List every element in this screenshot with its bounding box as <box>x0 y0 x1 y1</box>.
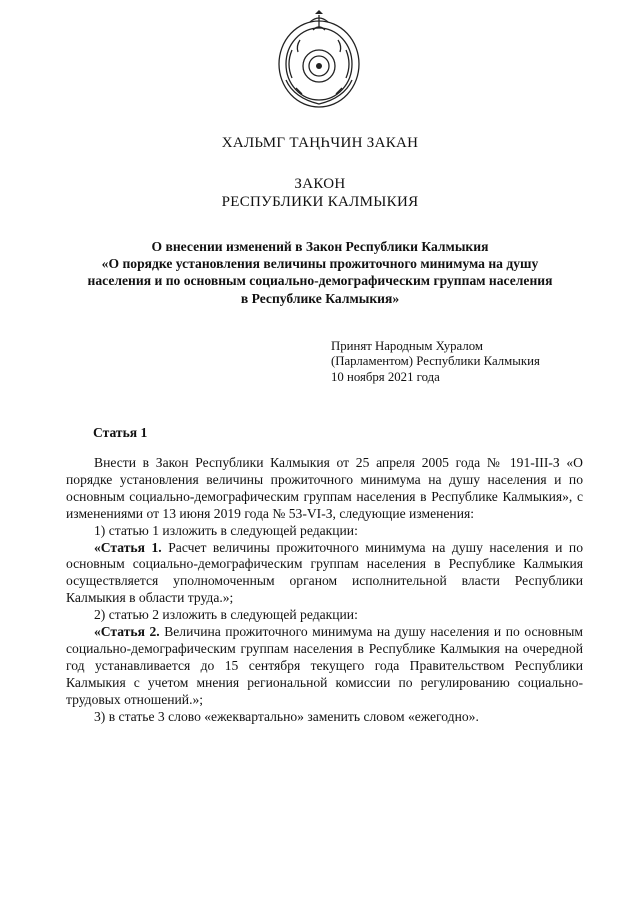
adoption-note <box>331 339 571 385</box>
amendment-item-3: 3) в статье 3 слово «ежеквартально» заменить словом «ежегодно». <box>94 708 479 724</box>
adoption-line: Принят Народным Хуралом <box>331 339 483 353</box>
coat-of-arms-icon <box>272 10 366 114</box>
law-heading-line: О внесении изменений в Закон Республики Калмыкия <box>151 239 489 254</box>
title-kalmyk: ХАЛЬМГ ТАҢҺЧИН ЗАКАН <box>221 135 419 151</box>
amendment-item-2: 2) статью 2 изложить в следующей редакции: <box>94 607 358 623</box>
title-republic: РЕСПУБЛИКИ КАЛМЫКИЯ <box>221 194 419 210</box>
amendment-quote-2 <box>66 624 583 709</box>
law-heading-line: в Республике Калмыкия» <box>240 290 400 306</box>
adoption-line: (Парламентом) Республики Калмыкия <box>331 354 540 369</box>
article-intro: Внести в Закон Республики Калмыкия от 25 апреля 2005 года № 191-III-З «О порядке установления величины прожиточного минимума на душу населения и по основным социально-демографическим группам населения в Республике Калмыкия», с изменениями от 13 июня 2019 года № 53-VI-З, следующие изменения: <box>66 455 583 521</box>
adoption-date: 10 ноября 2021 года <box>331 369 440 384</box>
law-heading-line: населения и по основным социально-демографическим группам населения <box>87 273 553 289</box>
quote-label: «Статья 1. <box>94 539 162 555</box>
law-heading-line: «О порядке установления величины прожиточного минимума на душу <box>101 256 539 272</box>
title-law: ЗАКОН <box>294 176 346 192</box>
quote-label: «Статья 2. <box>94 624 160 640</box>
article-body <box>66 455 583 726</box>
law-heading <box>60 238 580 307</box>
amendment-item-1: 1) статью 1 изложить в следующей редакции: <box>94 522 358 538</box>
amendment-quote-1 <box>66 540 583 608</box>
quote-text: Расчет величины прожиточного минимума на душу населения и по основным социально-демографическим группам населения в Республике Калмыкия осуществляется уполномоченным органом исполнительной власти Республики Калмыкия в области труда.»; <box>66 539 583 606</box>
quote-text: Величина прожиточного минимума на душу населения и по основным социально-демографическим группам населения в Республике Калмыкия на очередной год устанавливается до 15 сентября текущего года Правительством Республики Калмыкия с учетом мнения региональной комиссии по регулированию социально-трудовых отношений.»; <box>66 624 583 707</box>
article-heading: Статья 1 <box>93 425 148 440</box>
